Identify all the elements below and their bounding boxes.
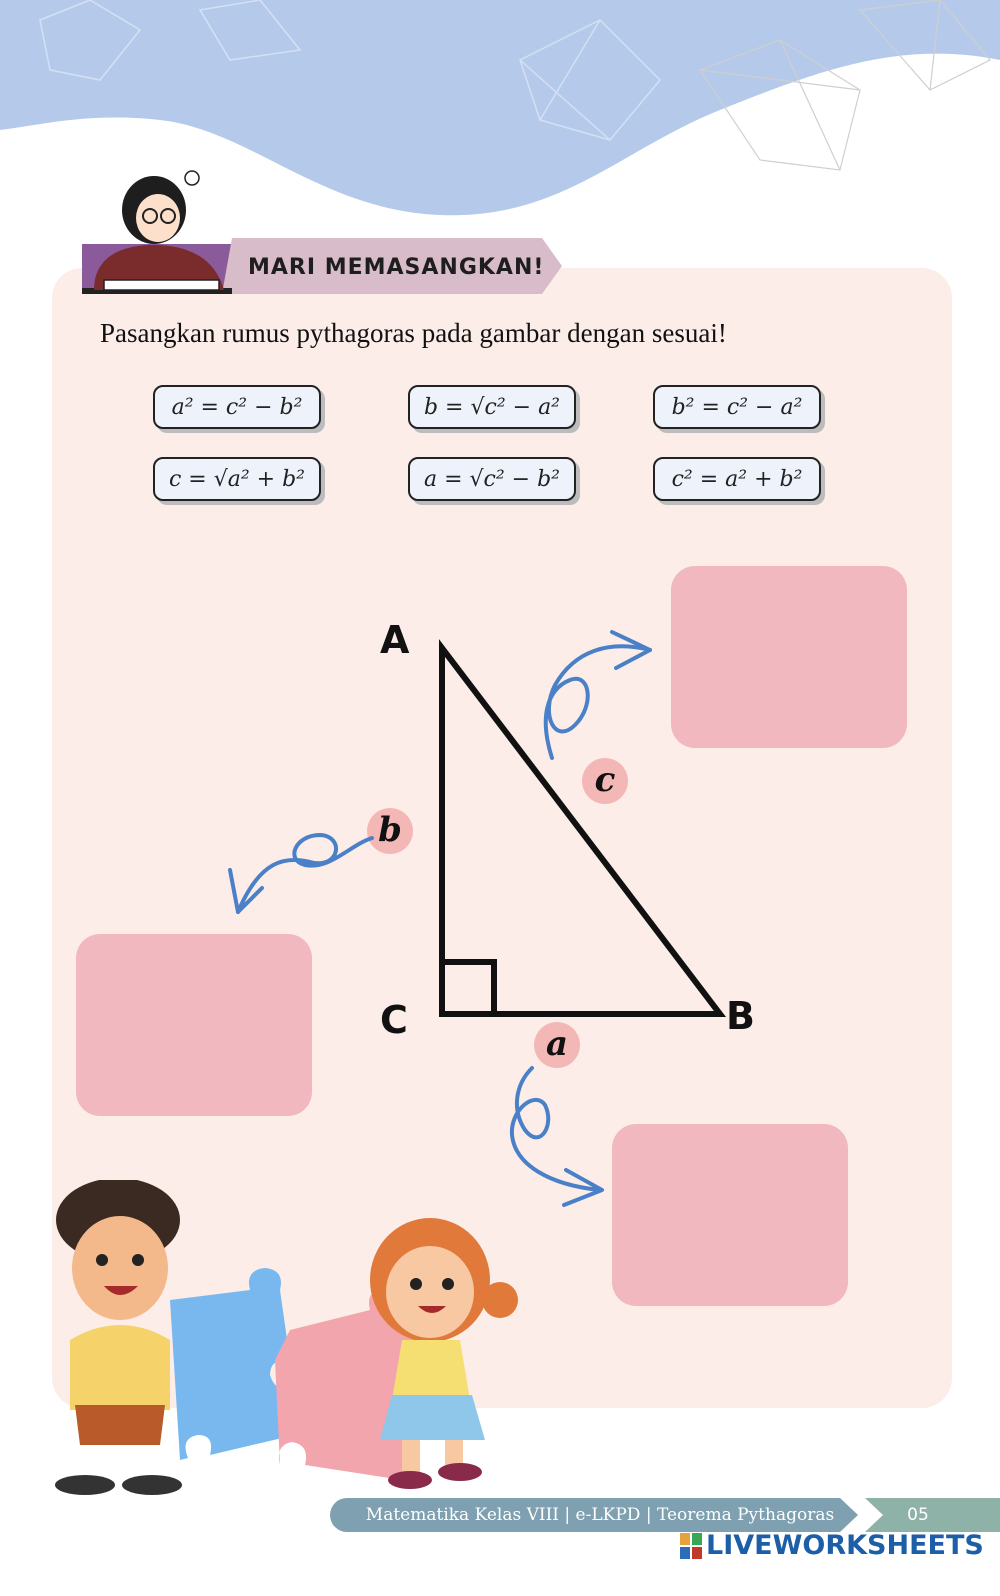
- side-label-b: b: [367, 808, 413, 854]
- side-label-a: a: [534, 1022, 580, 1068]
- formula-card[interactable]: c = √a² + b²: [153, 457, 321, 501]
- formula-card[interactable]: a = √c² − b²: [408, 457, 576, 501]
- formula-card[interactable]: c² = a² + b²: [653, 457, 821, 501]
- kids-puzzle-illustration: [30, 1180, 550, 1510]
- formula-card[interactable]: b² = c² − a²: [653, 385, 821, 429]
- vertex-label-b: B: [726, 994, 755, 1038]
- formula-card[interactable]: a² = c² − b²: [153, 385, 321, 429]
- liveworksheets-logo-icon: [680, 1533, 704, 1559]
- answer-box-side-b[interactable]: [76, 934, 312, 1116]
- page-number: 05: [907, 1505, 929, 1525]
- student-reading-illustration: [84, 150, 234, 300]
- formula-card[interactable]: b = √c² − a²: [408, 385, 576, 429]
- instruction-text: Pasangkan rumus pythagoras pada gambar dengan sesuai!: [100, 318, 727, 348]
- liveworksheets-brand[interactable]: LIVEWORKSHEETS: [706, 1530, 984, 1561]
- footer-text: Matematika Kelas VIII | e-LKPD | Teorema Pythagoras: [365, 1505, 835, 1525]
- vertex-label-a: A: [380, 618, 410, 662]
- vertex-label-c: C: [380, 998, 408, 1042]
- answer-box-side-a[interactable]: [612, 1124, 848, 1306]
- side-label-c: c: [582, 758, 628, 804]
- right-angle-marker: [442, 962, 494, 1014]
- banner-title: MARI MEMASANGKAN!: [248, 255, 545, 280]
